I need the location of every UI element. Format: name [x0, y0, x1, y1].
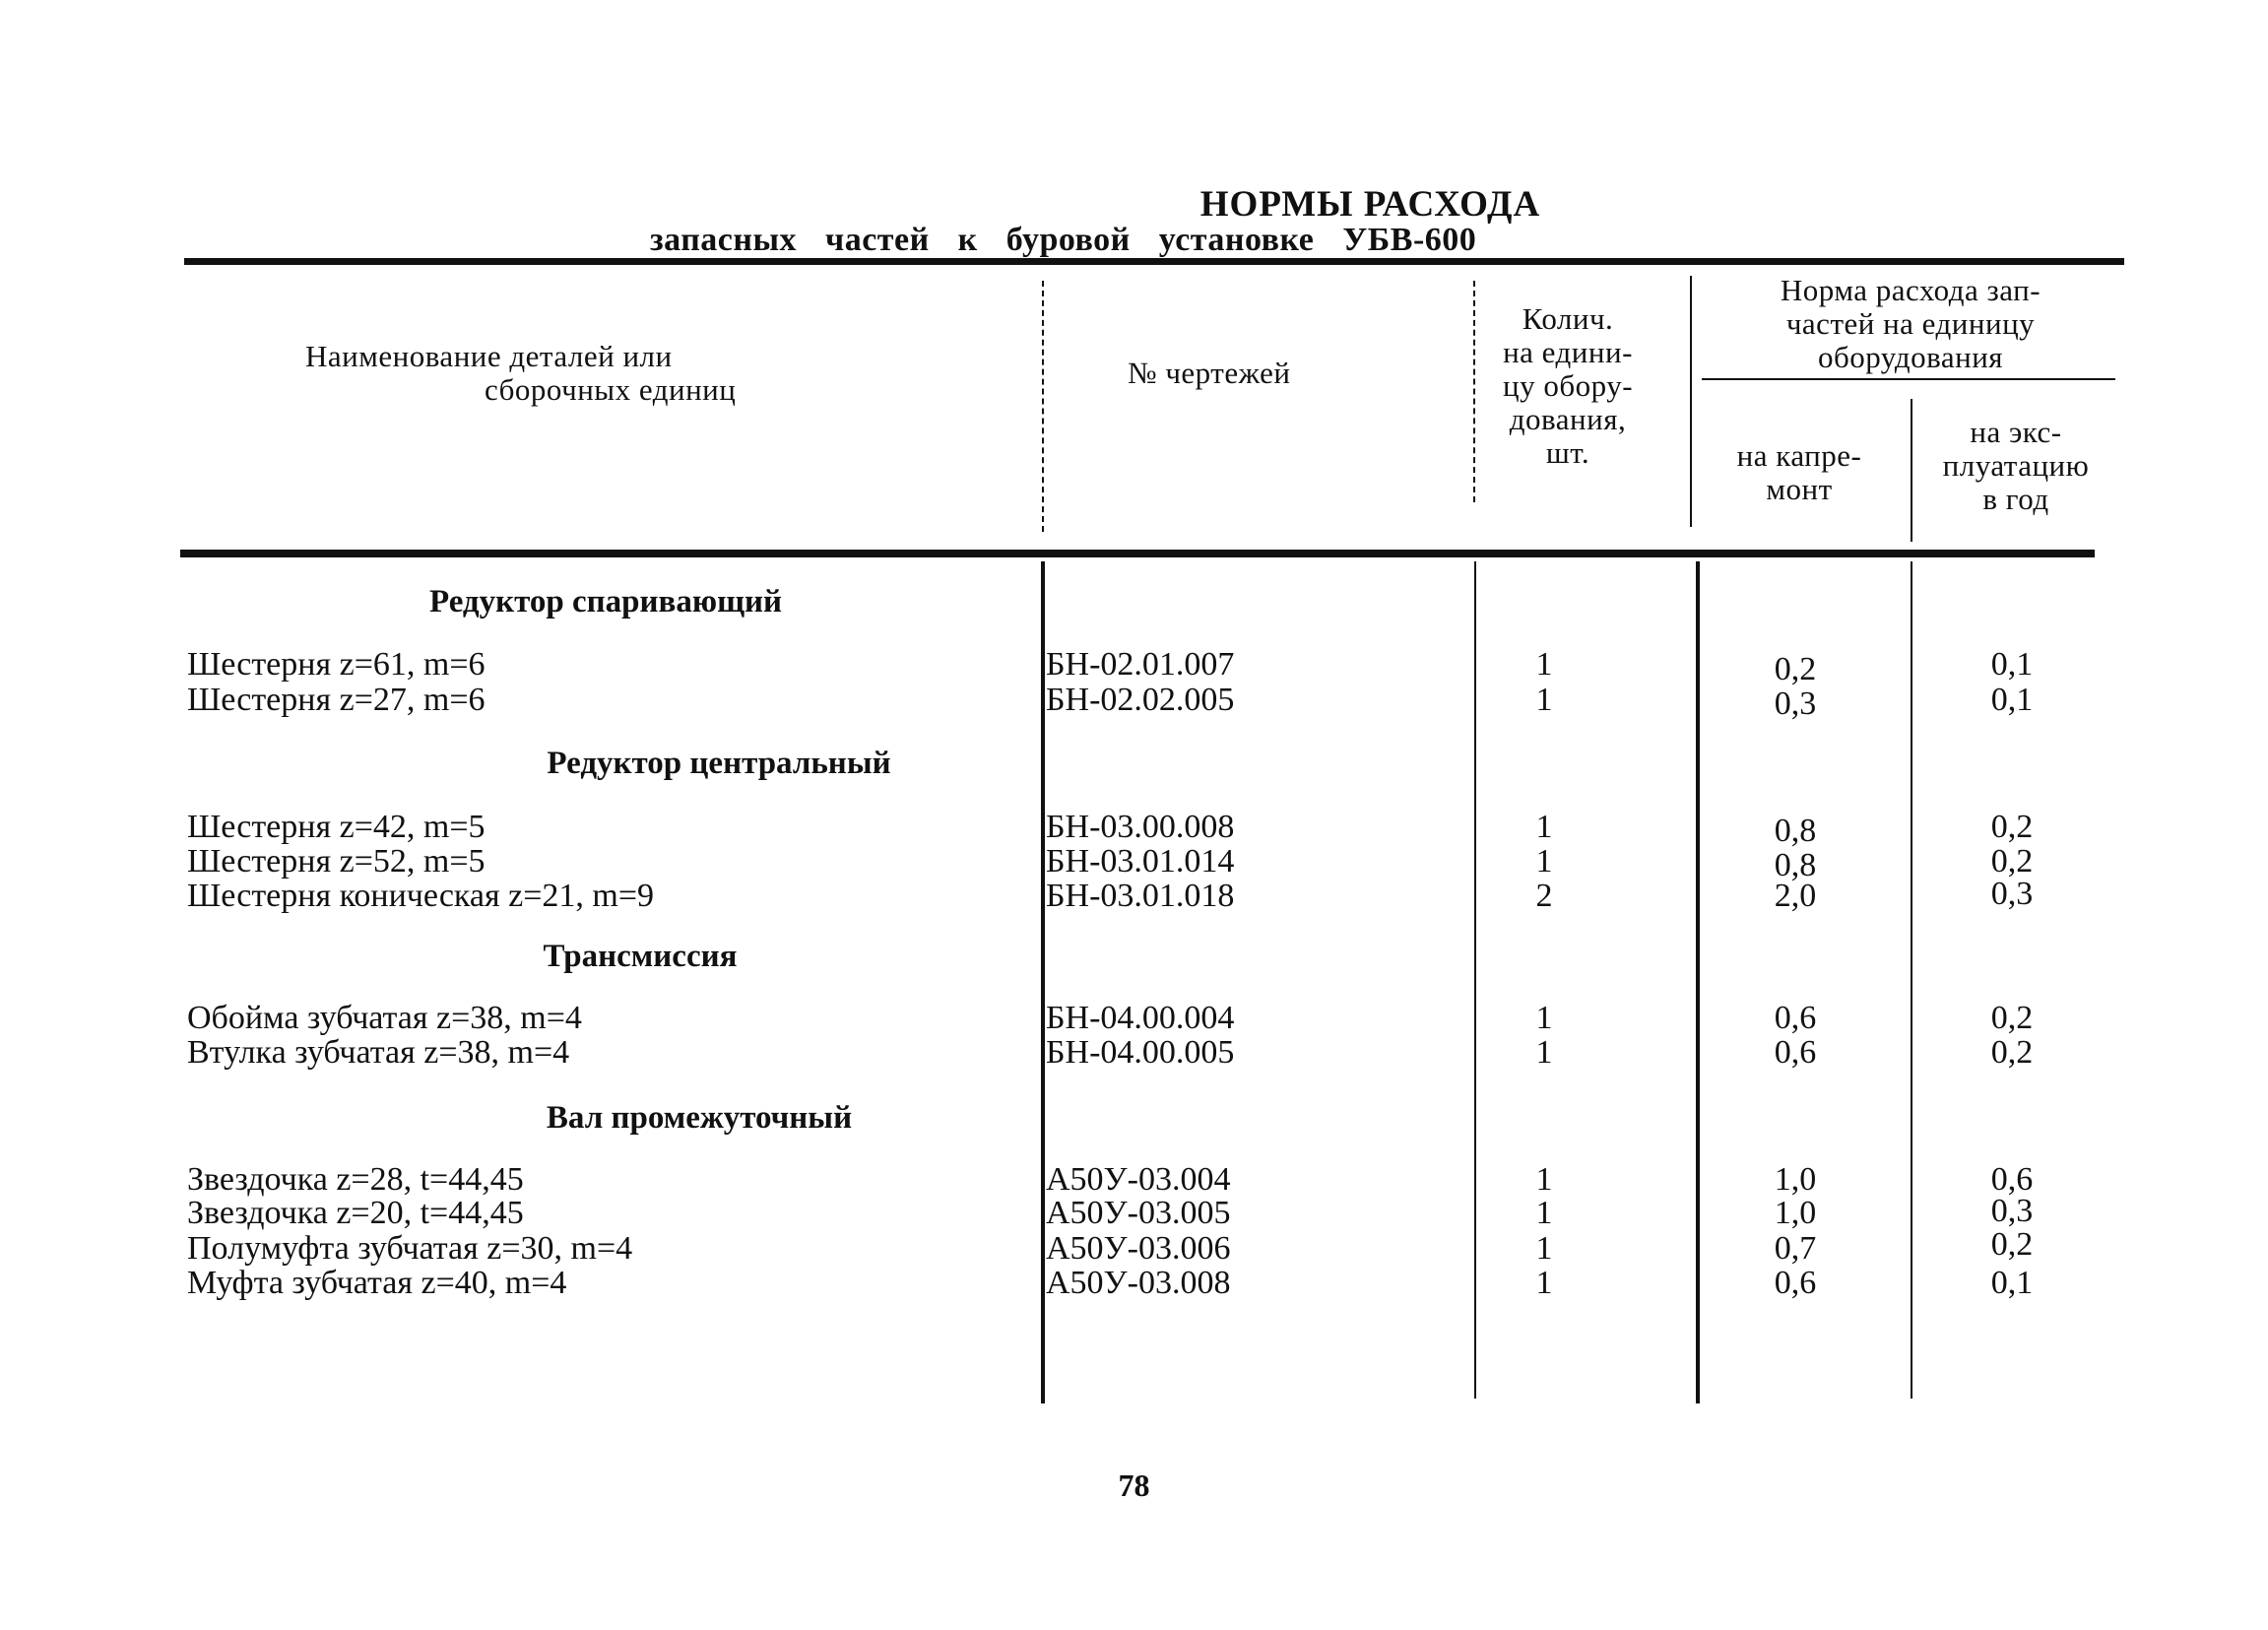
header-capital-repair: на капре- монт: [1736, 438, 1862, 506]
header-divider-1: [1042, 281, 1046, 532]
row-qty: 1: [1535, 1265, 1553, 1301]
row-exp: 0,2: [1990, 1226, 2034, 1263]
header-drawing: № чертежей: [1128, 356, 1291, 390]
row-drawing: БН-03.01.014: [1046, 843, 1235, 880]
row-exp: 0,2: [1990, 843, 2034, 880]
row-name: Втулка зубчатая z=38, m=4: [187, 1034, 570, 1071]
row-name: Звездочка z=20, t=44,45: [187, 1195, 524, 1231]
row-name: Полумуфта зубчатая z=30, m=4: [187, 1230, 633, 1267]
row-name: Шестерня z=42, m=5: [187, 809, 486, 845]
page-title: НОРМЫ РАСХОДА: [1199, 184, 1541, 225]
row-exp: 0,2: [1990, 1034, 2034, 1071]
row-qty: 1: [1535, 809, 1553, 845]
row-drawing: А50У-03.005: [1046, 1195, 1231, 1231]
row-cap: 0,3: [1774, 685, 1817, 722]
row-exp: 0,1: [1990, 646, 2034, 683]
table-header-rule: [180, 550, 2095, 557]
row-exp: 0,3: [1990, 1193, 2034, 1229]
section-title: Редуктор центральный: [547, 746, 891, 781]
row-drawing: БН-02.02.005: [1046, 682, 1235, 718]
row-exp: 0,3: [1990, 876, 2034, 912]
row-exp: 0,1: [1990, 682, 2034, 718]
row-qty: 2: [1535, 878, 1553, 914]
row-qty: 1: [1535, 843, 1553, 880]
row-name: Шестерня z=61, m=6: [187, 646, 486, 683]
row-exp: 0,6: [1990, 1161, 2034, 1198]
body-divider-3: [1696, 561, 1700, 1403]
header-divider-2: [1473, 281, 1477, 502]
section-title: Редуктор спаривающий: [429, 584, 782, 619]
row-cap: 0,2: [1774, 651, 1817, 687]
row-qty: 1: [1535, 646, 1553, 683]
row-name: Шестерня z=27, m=6: [187, 682, 486, 718]
row-exp: 0,1: [1990, 1265, 2034, 1301]
row-qty: 1: [1535, 1230, 1553, 1267]
row-cap: 0,8: [1774, 813, 1817, 849]
row-cap: 0,8: [1774, 847, 1817, 883]
row-cap: 2,0: [1774, 878, 1817, 914]
row-name: Обойма зубчатая z=38, m=4: [187, 1000, 582, 1036]
row-drawing: БН-03.01.018: [1046, 878, 1235, 914]
row-exp: 0,2: [1990, 809, 2034, 845]
page-number: 78: [1118, 1467, 1150, 1503]
row-drawing: БН-03.00.008: [1046, 809, 1235, 845]
header-divider-3: [1690, 276, 1692, 527]
row-exp: 0,2: [1990, 1000, 2034, 1036]
row-drawing: БН-04.00.005: [1046, 1034, 1235, 1071]
header-norm-underline: [1702, 378, 2115, 380]
section-title: Вал промежуточный: [546, 1100, 853, 1136]
row-qty: 1: [1535, 682, 1553, 718]
row-cap: 0,6: [1774, 1265, 1817, 1301]
row-cap: 1,0: [1774, 1161, 1817, 1198]
row-name: Шестерня коническая z=21, m=9: [187, 878, 655, 914]
row-cap: 0,6: [1774, 1000, 1817, 1036]
row-cap: 0,6: [1774, 1034, 1817, 1071]
row-drawing: А50У-03.004: [1046, 1161, 1231, 1198]
row-drawing: БН-04.00.004: [1046, 1000, 1235, 1036]
body-divider-1: [1041, 561, 1045, 1403]
header-name: Наименование деталей или сборочных единиц: [305, 339, 737, 407]
section-title: Трансмиссия: [543, 939, 738, 974]
table-top-rule: [184, 258, 2124, 265]
row-cap: 1,0: [1774, 1195, 1817, 1231]
body-divider-2: [1474, 561, 1476, 1399]
row-qty: 1: [1535, 1000, 1553, 1036]
header-operation: на экс- плуатацию в год: [1942, 415, 2090, 516]
row-drawing: А50У-03.008: [1046, 1265, 1231, 1301]
row-name: Шестерня z=52, m=5: [187, 843, 486, 880]
body-divider-4: [1911, 561, 1912, 1399]
row-qty: 1: [1535, 1161, 1553, 1198]
row-drawing: А50У-03.006: [1046, 1230, 1231, 1267]
row-name: Звездочка z=28, t=44,45: [187, 1161, 524, 1198]
row-qty: 1: [1535, 1195, 1553, 1231]
row-name: Муфта зубчатая z=40, m=4: [187, 1265, 567, 1301]
header-quantity: Колич. на едини- цу обору- дования, шт.: [1502, 301, 1634, 470]
row-cap: 0,7: [1774, 1230, 1817, 1267]
header-norm: Норма расхода зап- частей на единицу оборудования: [1780, 273, 2041, 374]
row-qty: 1: [1535, 1034, 1553, 1071]
row-drawing: БН-02.01.007: [1046, 646, 1235, 683]
page-subtitle: запасных частей к буровой установке УБВ-600: [650, 222, 1477, 258]
